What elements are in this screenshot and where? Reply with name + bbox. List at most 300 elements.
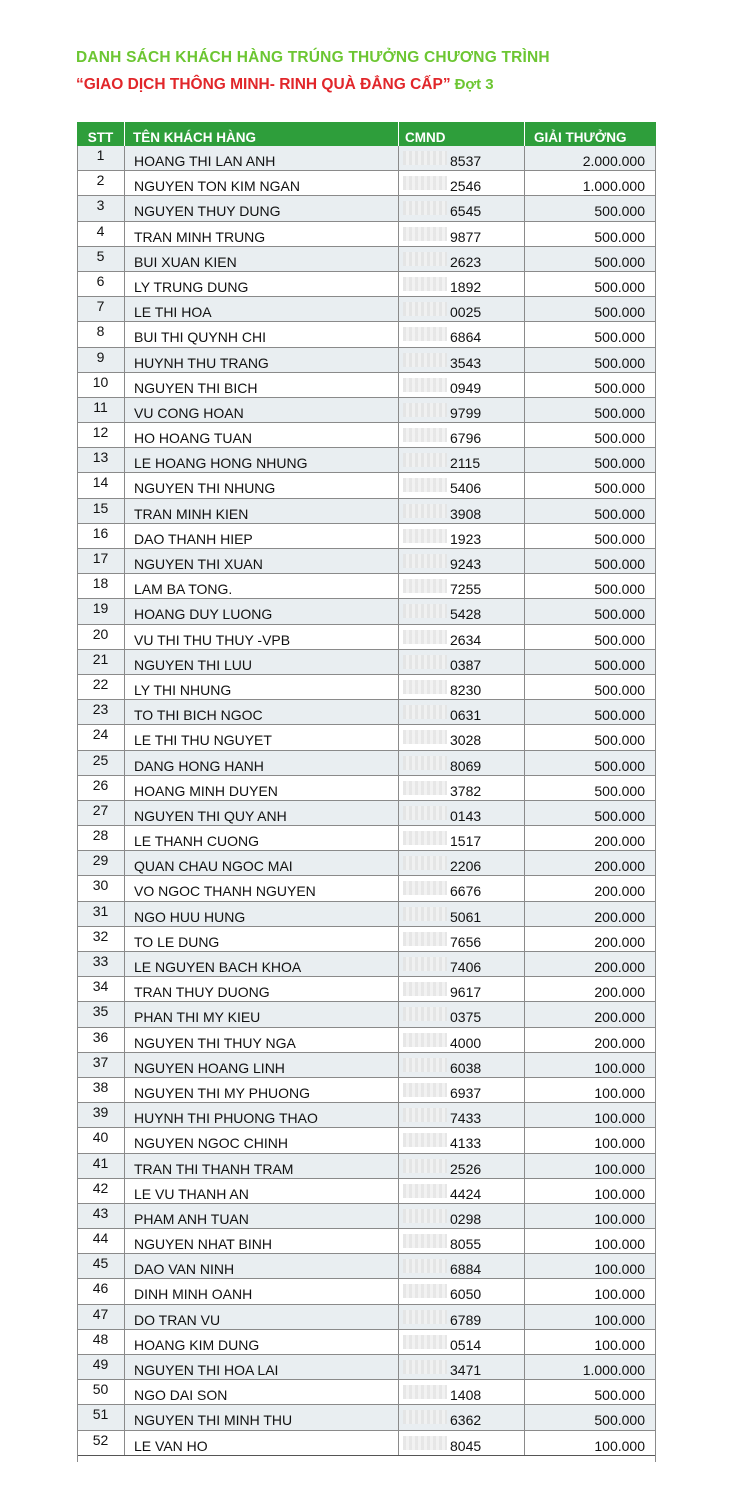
- row-stt: 34: [92, 978, 109, 995]
- redacted-id-mask: [403, 176, 447, 190]
- row-customer-name: HOANG KIM DUNG: [124, 1330, 398, 1354]
- id-last-digits: 3028: [450, 732, 482, 749]
- row-stt: 19: [92, 600, 109, 617]
- row-stt: 11: [93, 398, 108, 415]
- id-last-digits: 9877: [450, 228, 482, 245]
- redacted-id-mask: [403, 151, 447, 165]
- table-row: [77, 549, 656, 574]
- row-customer-name: HUYNH THU TRANG: [124, 348, 398, 372]
- row-id-number: [398, 1431, 524, 1455]
- row-prize: 100.000: [524, 1078, 656, 1102]
- redacted-id-mask: [403, 478, 447, 492]
- row-customer-name: DAO VAN NINH: [124, 1254, 398, 1278]
- row-id-number: [398, 196, 524, 220]
- row-customer-name: NGUYEN HOANG LINH: [124, 1053, 398, 1077]
- id-last-digits: 7433: [450, 1110, 482, 1127]
- id-last-digits: 6864: [450, 329, 482, 346]
- id-last-digits: 2634: [450, 631, 482, 648]
- table-row: [77, 1279, 656, 1304]
- redacted-id-mask: [403, 1133, 447, 1147]
- table-row: [77, 574, 656, 599]
- row-customer-name: NGUYEN THI LUU: [124, 650, 398, 674]
- redacted-id-mask: [403, 781, 447, 795]
- redacted-id-mask: [403, 403, 447, 417]
- row-customer-name: BUI THI QUYNH CHI: [124, 322, 398, 346]
- row-id-number: [398, 776, 524, 800]
- redacted-id-mask: [403, 1007, 447, 1021]
- id-last-digits: 1892: [450, 278, 482, 295]
- row-id-number: [398, 1330, 524, 1354]
- document-title: DANH SÁCH KHÁCH HÀNG TRÚNG THƯỞNG CHƯƠNG TRÌNH: [76, 49, 550, 66]
- id-last-digits: 8537: [450, 153, 482, 169]
- redacted-id-mask: [403, 201, 447, 215]
- row-customer-name: NGUYEN THI MY PHUONG: [124, 1078, 398, 1102]
- row-prize: 100.000: [524, 1154, 656, 1178]
- row-customer-name: VU THI THU THUY -VPB: [124, 625, 398, 649]
- row-id-number: [398, 473, 524, 497]
- table-row: [77, 171, 656, 196]
- row-prize: 2.000.000: [524, 146, 656, 170]
- row-stt: 50: [92, 1381, 109, 1398]
- row-prize: 500.000: [524, 524, 656, 548]
- id-last-digits: 7656: [450, 933, 482, 950]
- row-stt: 52: [92, 1431, 109, 1448]
- row-id-number: [398, 625, 524, 649]
- table-row: [77, 322, 656, 347]
- table-row: [77, 373, 656, 398]
- table-row: [77, 599, 656, 624]
- table-row: [77, 297, 656, 322]
- row-prize: 500.000: [524, 650, 656, 674]
- redacted-id-mask: [403, 1234, 447, 1248]
- row-stt: 47: [92, 1305, 109, 1322]
- row-customer-name: HUYNH THI PHUONG THAO: [124, 1103, 398, 1127]
- id-last-digits: 0387: [450, 656, 482, 673]
- id-last-digits: 6937: [450, 1084, 482, 1101]
- table-row: [77, 1002, 656, 1027]
- id-last-digits: 0298: [450, 1210, 482, 1227]
- row-prize: 500.000: [524, 1405, 656, 1429]
- row-id-number: [398, 322, 524, 346]
- id-last-digits: 0949: [450, 379, 482, 396]
- round-label: Đợt 3: [454, 76, 494, 93]
- redacted-id-mask: [403, 1058, 447, 1072]
- row-id-number: [398, 1028, 524, 1052]
- table-row: [77, 977, 656, 1002]
- row-id-number: [398, 851, 524, 875]
- row-prize: 100.000: [524, 1279, 656, 1303]
- id-last-digits: 6796: [450, 430, 482, 447]
- table-row: [77, 448, 656, 473]
- row-stt: 44: [92, 1230, 109, 1247]
- row-prize: 500.000: [524, 776, 656, 800]
- redacted-id-mask: [403, 1108, 447, 1122]
- row-stt: 28: [92, 827, 109, 844]
- row-prize: 500.000: [524, 348, 656, 372]
- row-prize: 500.000: [524, 801, 656, 825]
- table-row: [77, 499, 656, 524]
- program-name: [76, 76, 696, 94]
- row-stt: 16: [92, 524, 109, 541]
- row-stt: 32: [92, 927, 109, 944]
- row-prize: 200.000: [524, 902, 656, 926]
- redacted-id-mask: [403, 1436, 447, 1450]
- row-customer-name: NGUYEN TON KIM NGAN: [124, 171, 398, 195]
- table-row: [77, 1380, 656, 1405]
- row-customer-name: VO NGOC THANH NGUYEN: [124, 876, 398, 900]
- row-id-number: [398, 272, 524, 296]
- row-customer-name: NGUYEN THUY DUNG: [124, 196, 398, 220]
- redacted-id-mask: [403, 252, 447, 266]
- table-row: [77, 1229, 656, 1254]
- table-row: [77, 1103, 656, 1128]
- row-customer-name: LE VU THANH AN: [124, 1179, 398, 1203]
- row-customer-name: HO HOANG TUAN: [124, 423, 398, 447]
- row-prize: 500.000: [524, 675, 656, 699]
- table-row: [77, 700, 656, 725]
- row-id-number: [398, 1305, 524, 1329]
- redacted-id-mask: [403, 529, 447, 543]
- row-id-number: [398, 952, 524, 976]
- row-prize: 500.000: [524, 222, 656, 246]
- table-row: [77, 398, 656, 423]
- row-prize: 100.000: [524, 1330, 656, 1354]
- header-id-number: CMND: [398, 122, 524, 146]
- table-row: [77, 1053, 656, 1078]
- row-stt: 29: [92, 852, 109, 869]
- row-id-number: [398, 297, 524, 321]
- row-prize: 100.000: [524, 1128, 656, 1152]
- redacted-id-mask: [403, 277, 447, 291]
- winners-table: [77, 122, 656, 1456]
- row-id-number: [398, 1254, 524, 1278]
- row-customer-name: NGUYEN NHAT BINH: [124, 1229, 398, 1253]
- row-stt: 39: [92, 1104, 109, 1121]
- table-row: [77, 902, 656, 927]
- row-prize: 500.000: [524, 297, 656, 321]
- row-customer-name: LAM BA TONG.: [124, 574, 398, 598]
- id-last-digits: 0631: [450, 707, 482, 724]
- id-last-digits: 3543: [450, 354, 482, 371]
- redacted-id-mask: [403, 982, 447, 996]
- redacted-id-mask: [403, 378, 447, 392]
- id-last-digits: 7255: [450, 581, 482, 598]
- redacted-id-mask: [403, 1209, 447, 1223]
- row-stt: 40: [92, 1129, 109, 1146]
- row-customer-name: TO LE DUNG: [124, 927, 398, 951]
- row-id-number: [398, 1279, 524, 1303]
- row-customer-name: LE NGUYEN BACH KHOA: [124, 952, 398, 976]
- row-stt: 45: [92, 1255, 109, 1272]
- row-customer-name: LY TRUNG DUNG: [124, 272, 398, 296]
- row-id-number: [398, 549, 524, 573]
- row-stt: 24: [92, 726, 109, 743]
- row-prize: 200.000: [524, 1028, 656, 1052]
- id-last-digits: 6789: [450, 1311, 482, 1328]
- table-row: [77, 524, 656, 549]
- redacted-id-mask: [403, 831, 447, 845]
- row-prize: 200.000: [524, 876, 656, 900]
- row-prize: 500.000: [524, 499, 656, 523]
- row-id-number: [398, 977, 524, 1001]
- row-id-number: [398, 1229, 524, 1253]
- redacted-id-mask: [403, 856, 447, 870]
- row-prize: 200.000: [524, 927, 656, 951]
- redacted-id-mask: [403, 1083, 447, 1097]
- row-customer-name: NGUYEN THI MINH THU: [124, 1405, 398, 1429]
- row-customer-name: LE HOANG HONG NHUNG: [124, 448, 398, 472]
- row-stt: 27: [92, 801, 109, 818]
- redacted-id-mask: [403, 1335, 447, 1349]
- row-id-number: [398, 1355, 524, 1379]
- row-stt: 6: [96, 272, 105, 289]
- table-row: [77, 1305, 656, 1330]
- redacted-id-mask: [403, 1310, 447, 1324]
- row-customer-name: DINH MINH OANH: [124, 1279, 398, 1303]
- row-stt: 22: [92, 675, 109, 692]
- row-prize: 500.000: [524, 574, 656, 598]
- row-id-number: [398, 1380, 524, 1404]
- row-id-number: [398, 524, 524, 548]
- row-stt: 10: [92, 373, 109, 390]
- row-id-number: [398, 1078, 524, 1102]
- row-stt: 43: [92, 1204, 109, 1221]
- row-prize: 1.000.000: [524, 171, 656, 195]
- id-last-digits: 2546: [450, 178, 482, 195]
- row-stt: 7: [96, 298, 105, 315]
- row-customer-name: LE THANH CUONG: [124, 826, 398, 850]
- row-id-number: [398, 1204, 524, 1228]
- table-row: [77, 1355, 656, 1380]
- row-id-number: [398, 902, 524, 926]
- row-id-number: [398, 146, 524, 170]
- id-last-digits: 6362: [450, 1412, 482, 1429]
- redacted-id-mask: [403, 705, 447, 719]
- row-id-number: [398, 373, 524, 397]
- row-prize: 200.000: [524, 1002, 656, 1026]
- row-customer-name: QUAN CHAU NGOC MAI: [124, 851, 398, 875]
- id-last-digits: 0025: [450, 304, 482, 321]
- row-prize: 500.000: [524, 373, 656, 397]
- table-row: [77, 1028, 656, 1053]
- redacted-id-mask: [403, 680, 447, 694]
- redacted-id-mask: [403, 1159, 447, 1173]
- table-row: [77, 927, 656, 952]
- row-prize: 500.000: [524, 423, 656, 447]
- redacted-id-mask: [403, 1385, 447, 1399]
- row-customer-name: NGO DAI SON: [124, 1380, 398, 1404]
- row-customer-name: NGUYEN THI THUY NGA: [124, 1028, 398, 1052]
- row-stt: 20: [92, 625, 109, 642]
- row-customer-name: PHAN THI MY KIEU: [124, 1002, 398, 1026]
- row-customer-name: TRAN THI THANH TRAM: [124, 1154, 398, 1178]
- row-stt: 21: [92, 650, 109, 667]
- row-customer-name: HOANG THI LAN ANH: [124, 146, 398, 170]
- redacted-id-mask: [403, 1259, 447, 1273]
- row-customer-name: TRAN THUY DUONG: [124, 977, 398, 1001]
- row-prize: 500.000: [524, 751, 656, 775]
- row-prize: 500.000: [524, 599, 656, 623]
- row-stt: 26: [92, 776, 109, 793]
- row-prize: 500.000: [524, 549, 656, 573]
- redacted-id-mask: [403, 630, 447, 644]
- redacted-id-mask: [403, 579, 447, 593]
- row-stt: 31: [92, 902, 109, 919]
- id-last-digits: 6545: [450, 203, 482, 220]
- row-prize: 500.000: [524, 1380, 656, 1404]
- row-stt: 42: [92, 1179, 109, 1196]
- row-customer-name: DO TRAN VU: [124, 1305, 398, 1329]
- row-prize: 500.000: [524, 725, 656, 749]
- table-row: [77, 1330, 656, 1355]
- redacted-id-mask: [403, 353, 447, 367]
- row-customer-name: LE VAN HO: [124, 1431, 398, 1455]
- row-id-number: [398, 1103, 524, 1127]
- row-id-number: [398, 574, 524, 598]
- row-prize: 500.000: [524, 196, 656, 220]
- row-stt: 35: [92, 1003, 109, 1020]
- redacted-id-mask: [403, 1184, 447, 1198]
- table-row: [77, 196, 656, 221]
- table-header: [77, 122, 656, 146]
- id-last-digits: 5428: [450, 606, 482, 623]
- table-left-border: [77, 146, 78, 1462]
- row-prize: 500.000: [524, 625, 656, 649]
- row-customer-name: NGUYEN NGOC CHINH: [124, 1128, 398, 1152]
- row-id-number: [398, 801, 524, 825]
- row-stt: 23: [92, 701, 109, 718]
- row-prize: 200.000: [524, 851, 656, 875]
- row-id-number: [398, 171, 524, 195]
- redacted-id-mask: [403, 227, 447, 241]
- row-stt: 48: [92, 1330, 109, 1347]
- row-stt: 36: [92, 1028, 109, 1045]
- row-id-number: [398, 1154, 524, 1178]
- id-last-digits: 1408: [450, 1387, 482, 1404]
- id-last-digits: 8055: [450, 1236, 482, 1253]
- row-stt: 46: [92, 1280, 109, 1297]
- row-prize: 500.000: [524, 700, 656, 724]
- id-last-digits: 4133: [450, 1135, 482, 1152]
- table-right-border: [655, 146, 656, 1462]
- redacted-id-mask: [403, 453, 447, 467]
- table-row: [77, 826, 656, 851]
- row-id-number: [398, 675, 524, 699]
- id-last-digits: 9799: [450, 404, 482, 421]
- redacted-id-mask: [403, 806, 447, 820]
- row-id-number: [398, 448, 524, 472]
- row-stt: 13: [92, 449, 109, 466]
- row-stt: 51: [92, 1406, 109, 1423]
- redacted-id-mask: [403, 957, 447, 971]
- table-row: [77, 473, 656, 498]
- id-last-digits: 5406: [450, 480, 482, 497]
- id-last-digits: 0514: [450, 1336, 482, 1353]
- row-prize: 200.000: [524, 826, 656, 850]
- row-stt: 1: [96, 147, 105, 163]
- redacted-id-mask: [403, 327, 447, 341]
- row-prize: 100.000: [524, 1204, 656, 1228]
- table-row: [77, 1405, 656, 1430]
- row-prize: 500.000: [524, 272, 656, 296]
- row-prize: 100.000: [524, 1053, 656, 1077]
- row-customer-name: NGUYEN THI XUAN: [124, 549, 398, 573]
- id-last-digits: 5061: [450, 908, 482, 925]
- id-last-digits: 8045: [450, 1437, 482, 1454]
- row-prize: 100.000: [524, 1305, 656, 1329]
- row-stt: 12: [92, 424, 109, 441]
- table-row: [77, 1204, 656, 1229]
- row-stt: 38: [92, 1078, 109, 1095]
- row-prize: 500.000: [524, 247, 656, 271]
- table-row: [77, 1128, 656, 1153]
- table-row: [77, 952, 656, 977]
- row-id-number: [398, 398, 524, 422]
- table-row: [77, 348, 656, 373]
- id-last-digits: 6884: [450, 1261, 482, 1278]
- row-stt: 5: [96, 247, 105, 264]
- id-last-digits: 2623: [450, 253, 482, 270]
- id-last-digits: 6038: [450, 1059, 482, 1076]
- id-last-digits: 3782: [450, 782, 482, 799]
- row-prize: 200.000: [524, 952, 656, 976]
- program-title: “GIAO DỊCH THÔNG MINH- RINH QUÀ ĐẲNG CẤP”: [76, 76, 451, 93]
- table-row: [77, 625, 656, 650]
- row-stt: 9: [96, 348, 105, 365]
- row-customer-name: BUI XUAN KIEN: [124, 247, 398, 271]
- row-stt: 41: [92, 1154, 109, 1171]
- table-row: [77, 423, 656, 448]
- redacted-id-mask: [403, 1033, 447, 1047]
- table-row: [77, 650, 656, 675]
- row-customer-name: LY THI NHUNG: [124, 675, 398, 699]
- row-customer-name: NGO HUU HUNG: [124, 902, 398, 926]
- redacted-id-mask: [403, 907, 447, 921]
- table-row: [77, 1078, 656, 1103]
- id-last-digits: 0143: [450, 807, 482, 824]
- id-last-digits: 6676: [450, 883, 482, 900]
- redacted-id-mask: [403, 1410, 447, 1424]
- redacted-id-mask: [403, 881, 447, 895]
- row-customer-name: VU CONG HOAN: [124, 398, 398, 422]
- row-prize: 100.000: [524, 1431, 656, 1455]
- row-id-number: [398, 1405, 524, 1429]
- row-id-number: [398, 1053, 524, 1077]
- redacted-id-mask: [403, 932, 447, 946]
- id-last-digits: 2206: [450, 858, 482, 875]
- redacted-id-mask: [403, 730, 447, 744]
- header-stt: STT: [87, 130, 114, 145]
- row-customer-name: HOANG DUY LUONG: [124, 599, 398, 623]
- table-row: [77, 801, 656, 826]
- redacted-id-mask: [403, 655, 447, 669]
- id-last-digits: 9243: [450, 556, 482, 572]
- row-id-number: [398, 927, 524, 951]
- row-prize: 1.000.000: [524, 1355, 656, 1379]
- redacted-id-mask: [403, 554, 447, 568]
- id-last-digits: 2115: [450, 455, 481, 472]
- row-stt: 33: [92, 953, 109, 969]
- header-customer-name: TÊN KHÁCH HÀNG: [124, 122, 398, 146]
- id-last-digits: 4000: [450, 1034, 482, 1051]
- row-id-number: [398, 751, 524, 775]
- table-row: [77, 675, 656, 700]
- row-customer-name: LE THI HOA: [124, 297, 398, 321]
- row-id-number: [398, 1179, 524, 1203]
- table-row: [77, 851, 656, 876]
- table-row: [77, 222, 656, 247]
- row-customer-name: NGUYEN THI NHUNG: [124, 473, 398, 497]
